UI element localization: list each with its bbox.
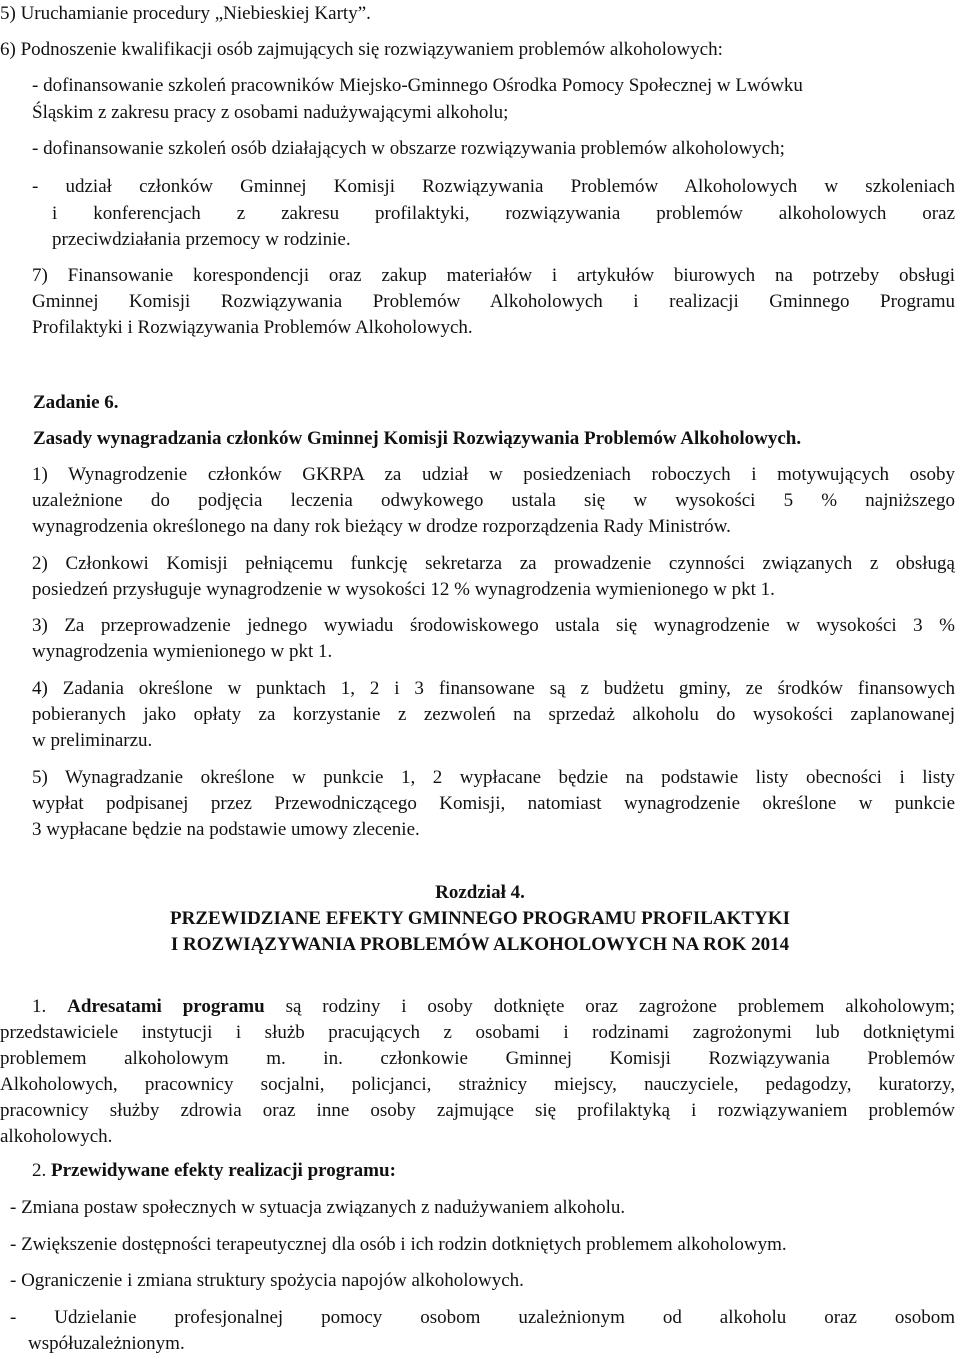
task-6-point-3-line-1: 3) Za przeprowadzenie jednego wywiadu środowiskowego ustala się wynagrodzenie w wysokości 3 % — [32, 615, 955, 636]
item-5: 5) Uruchamianie procedury „Niebieskiej Karty”. — [0, 3, 371, 24]
item-6-title: 6) Podnoszenie kwalifikacji osób zajmujących się rozwiązywaniem problemów alkoholowych: — [0, 39, 723, 60]
effect-1: - Zmiana postaw społecznych w sytuacja związanych z nadużywaniem alkoholu. — [10, 1197, 626, 1218]
addressees-line-1 — [0, 993, 955, 1020]
item-6-bullet-3-line-1: - udział członków Gminnej Komisji Rozwiązywania Problemów Alkoholowych w szkoleniach — [32, 176, 955, 197]
task-6-point-1-line-2: uzależnione do podjęcia leczenia odwykowego ustala się w wysokości 5 % najniższego — [32, 490, 955, 511]
addressees-line-1-text: są rodziny i osoby dotknięte oraz zagrożone problemem alkoholowym; — [285, 996, 956, 1017]
task-6-point-1-line-3: wynagrodzenia określonego na dany rok bieżący w drodze rozporządzenia Rady Ministrów. — [32, 516, 731, 537]
task-6-heading: Zadanie 6. — [33, 392, 119, 413]
item-6-bullet-2: - dofinansowanie szkoleń osób działających w obszarze rozwiązywania problemów alkoholowych; — [32, 138, 785, 159]
effect-4-line-1: - Udzielanie profesjonalnej pomocy osobom uzależnionym od alkoholu oraz osobom — [10, 1307, 955, 1328]
addressees-line-4: Alkoholowych, pracownicy socjalni, policjanci, strażnicy miejscy, nauczyciele, pedagodzy, kuratorzy, — [0, 1074, 955, 1095]
expected-effects-heading — [32, 1157, 955, 1184]
task-6-point-5-line-3: 3 wypłacane będzie na podstawie umowy zlecenie. — [32, 819, 420, 840]
expected-effects-number: 2. — [32, 1160, 47, 1181]
addressees-number: 1. — [32, 996, 47, 1017]
item-6-bullet-1-line-2: Śląskim z zakresu pracy z osobami nadużywającymi alkoholu; — [32, 102, 509, 123]
item-6-bullet-3-line-2: i konferencjach z zakresu profilaktyki, rozwiązywania problemów alkoholowych oraz — [52, 203, 955, 224]
chapter-4-title-line-1: PRZEWIDZIANE EFEKTY GMINNEGO PROGRAMU PROFILAKTYKI — [170, 908, 790, 929]
task-6-point-5-line-1: 5) Wynagradzanie określone w punkcie 1, 2 wypłacane będzie na podstawie listy obecności i listy — [32, 767, 955, 788]
item-7-line-3: Profilaktyki i Rozwiązywania Problemów Alkoholowych. — [32, 317, 473, 338]
addressees-line-2: przedstawiciele instytucji i służb pracujących z osobami i rodzinami zagrożonymi lub dotkniętymi — [0, 1022, 955, 1043]
task-6-point-2-line-2: posiedzeń przysługuje wynagrodzenie w wysokości 12 % wynagrodzenia wymienionego w pkt 1. — [32, 579, 775, 600]
addressees-line-3: problemem alkoholowym m. in. członkowie Gminnej Komisji Rozwiązywania Problemów — [0, 1048, 955, 1069]
addressees-line-6: alkoholowych. — [0, 1126, 113, 1147]
task-6-point-5-line-2: wypłat podpisanej przez Przewodniczącego Komisji, natomiast wynagrodzenie określone w punkcie — [32, 793, 955, 814]
item-6-bullet-1-line-1: - dofinansowanie szkoleń pracowników Miejsko-Gminnego Ośrodka Pomocy Społecznej w Lwówku — [32, 75, 803, 96]
effect-2: - Zwiększenie dostępności terapeutycznej dla osób i ich rodzin dotkniętych problemem alkoholowym. — [10, 1234, 787, 1255]
expected-effects-label: Przewidywane efekty realizacji programu: — [51, 1160, 396, 1181]
effect-4-line-2: współuzależnionym. — [28, 1333, 185, 1354]
task-6-point-2-line-1: 2) Członkowi Komisji pełniącemu funkcję sekretarza za prowadzenie czynności związanych z obsługą — [32, 553, 955, 574]
item-7-line-1: 7) Finansowanie korespondencji oraz zakup materiałów i artykułów biurowych na potrzeby obsługi — [32, 265, 955, 286]
task-6-title: Zasady wynagradzania członków Gminnej Komisji Rozwiązywania Problemów Alkoholowych. — [33, 428, 802, 449]
task-6-point-4-line-3: w preliminarzu. — [32, 730, 153, 751]
task-6-point-3-line-2: wynagrodzenia wymienionego w pkt 1. — [32, 641, 333, 662]
effect-3: - Ograniczenie i zmiana struktury spożycia napojów alkoholowych. — [10, 1270, 524, 1291]
task-6-point-1-line-1: 1) Wynagrodzenie członków GKRPA za udział w posiedzeniach roboczych i motywujących osoby — [32, 464, 955, 485]
task-6-point-4-line-1: 4) Zadania określone w punktach 1, 2 i 3 finansowane są z budżetu gminy, ze środków finansowych — [32, 678, 955, 699]
task-6-point-4-line-2: pobieranych jako opłaty za korzystanie z zezwoleń na sprzedaż alkoholu do wysokości zaplanowanej — [32, 704, 955, 725]
item-6-bullet-3-line-3: przeciwdziałania przemocy w rodzinie. — [52, 229, 351, 250]
chapter-4-title-line-2: I ROZWIĄZYWANIA PROBLEMÓW ALKOHOLOWYCH NA ROK 2014 — [170, 934, 790, 955]
chapter-4-heading: Rozdział 4. — [435, 882, 525, 903]
addressees-label: Adresatami programu — [67, 996, 265, 1017]
item-7-line-2: Gminnej Komisji Rozwiązywania Problemów Alkoholowych i realizacji Gminnego Programu — [32, 291, 955, 312]
addressees-line-5: pracownicy służby zdrowia oraz inne osoby zajmujące się profilaktyką i rozwiązywaniem problemów — [0, 1100, 955, 1121]
